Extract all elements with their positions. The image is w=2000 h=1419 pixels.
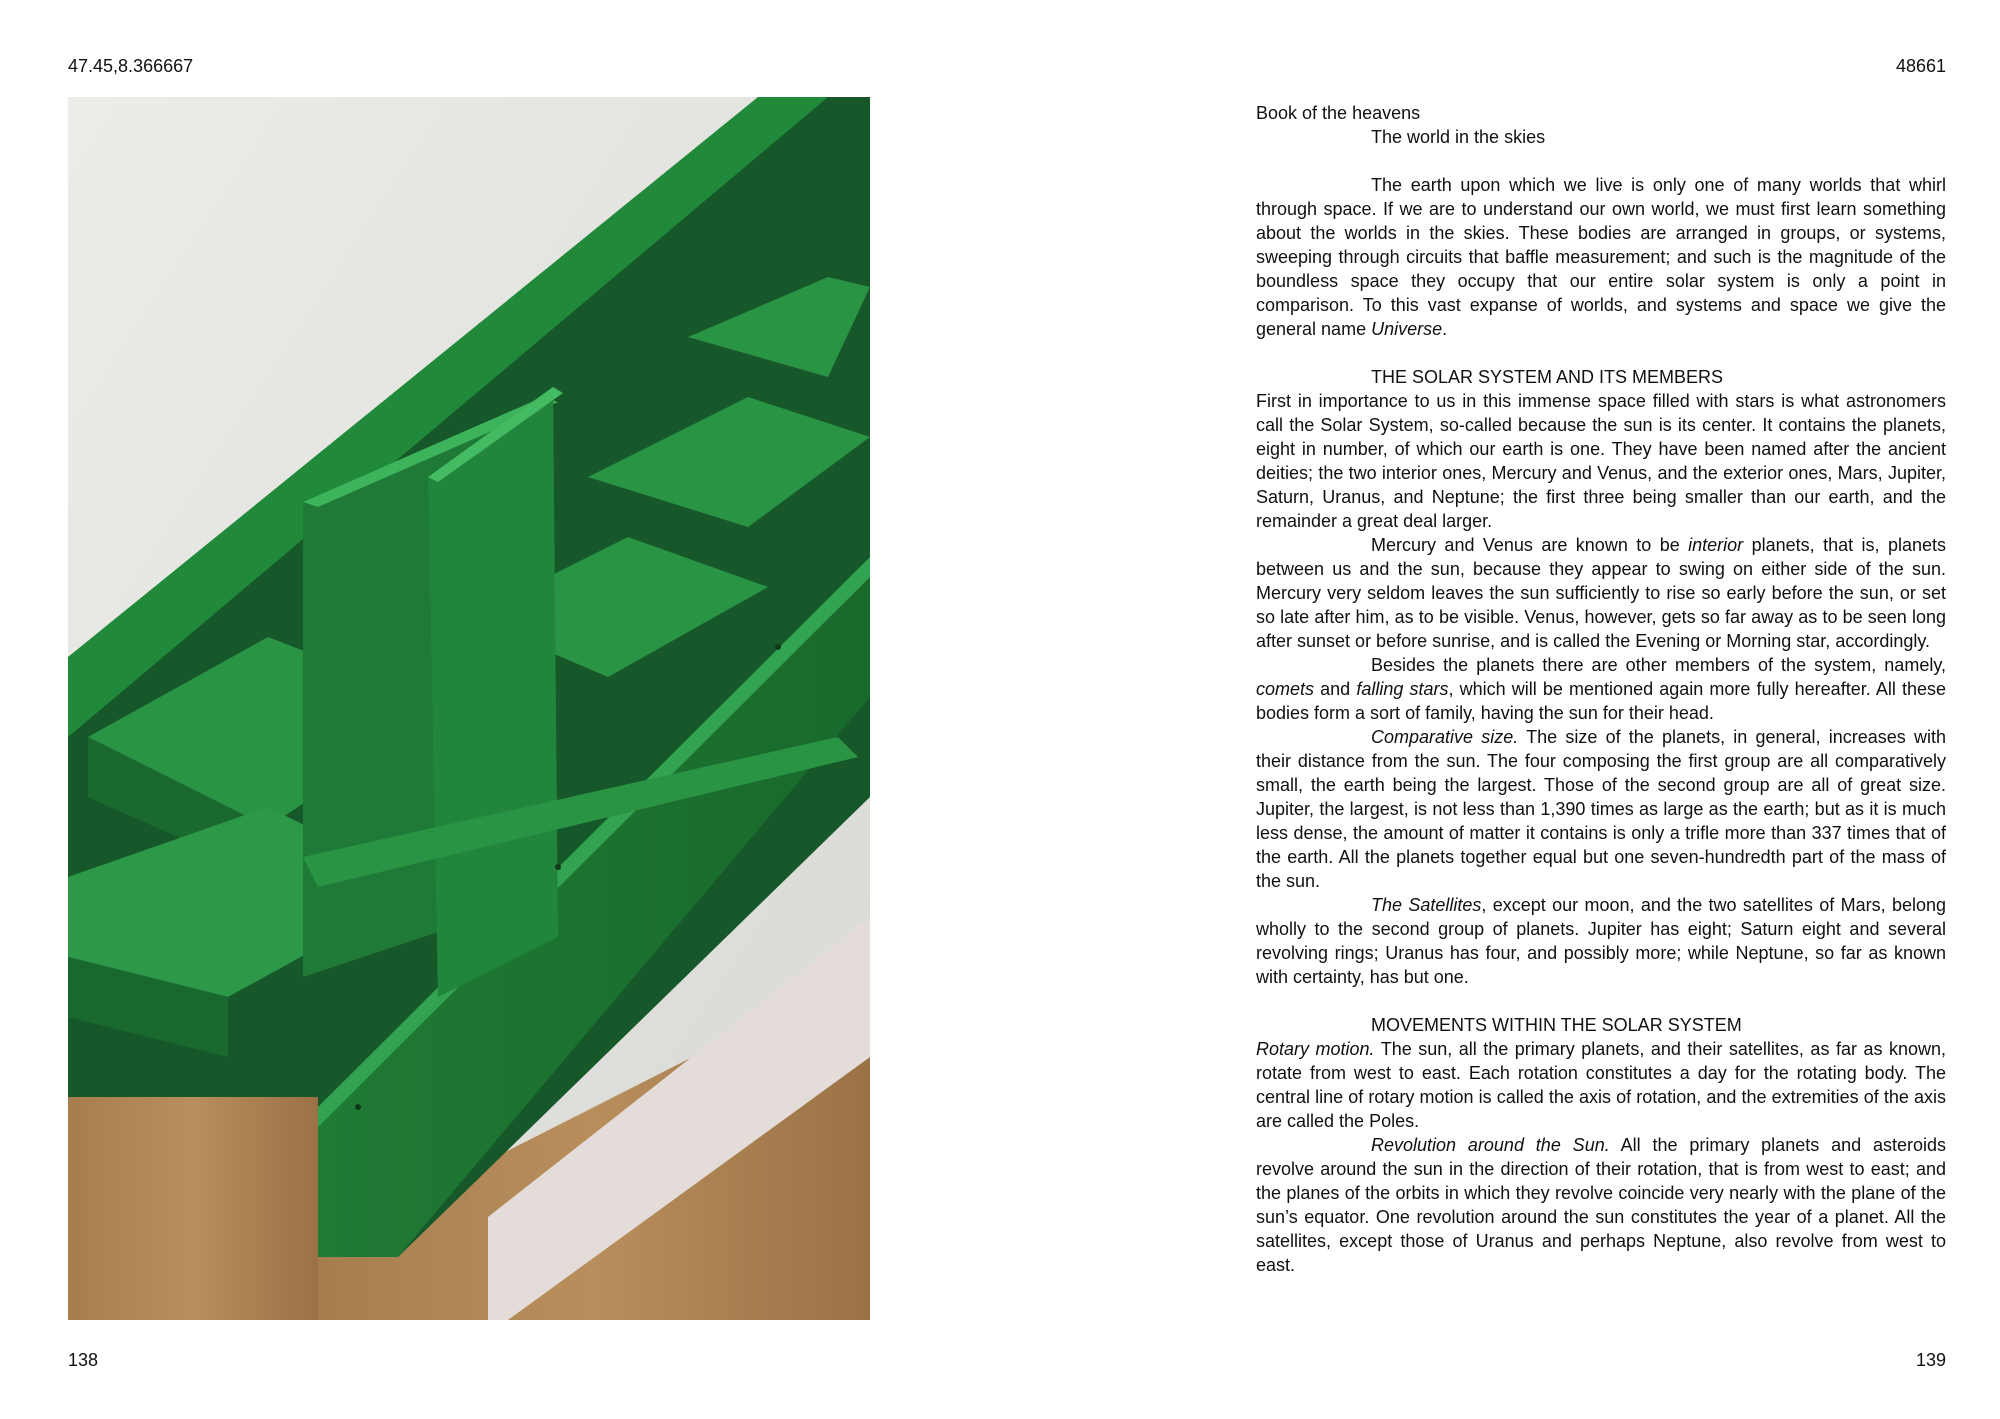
header-number: 48661 <box>1895 56 1946 76</box>
paragraph-satellites <box>1256 893 1946 989</box>
intro-text-a: The earth upon which we live is only one of many worlds that whirl through space. If we are to understand our own world, we must first learn something about the worlds in the skies. These bodies are arranged in groups, or systems, sweeping through circuits that baffle measurement; and such is the magnitude of the boundless space they occupy that our entire solar system is only a point in comparison. To this vast expanse of worlds, and systems and space we give the general name <box>1256 175 1946 339</box>
mercury-venus-interior: interior <box>1688 535 1744 555</box>
paragraph-revolution <box>1256 1133 1946 1277</box>
paragraph-comparative-size <box>1256 725 1946 893</box>
mercury-venus-text-b: planets, that is, planets between us and the sun, because they appear to swing on either side of the sun. Mercury very seldom leaves the sun sufficiently to rise so early before the sun, or set so late after him, as to be visible. Venus, however, gets so far away as to be seen long after sunset or before sunrise, and is called the Evening or Morning star, accordingly. <box>1256 535 1947 651</box>
comets-em: comets <box>1256 679 1315 699</box>
satellites-text: , except our moon, and the two satellites of Mars, belong wholly to the second group of planets. Jupiter has eight; Saturn eight and several revolving rings; Uranus has four, and possibly more; while Neptune, so far as known with certainty, has but one. <box>1256 895 1946 987</box>
comparative-size-em: Comparative size. <box>1371 727 1519 747</box>
revolution-em: Revolution around the Sun. <box>1371 1135 1610 1155</box>
rotary-motion-em: Rotary motion. <box>1256 1039 1375 1059</box>
book-title: Book of the heavens <box>1256 103 1421 123</box>
page-text <box>1256 101 1946 1277</box>
page-number-right: 139 <box>1915 1350 1946 1370</box>
page-number-left: 138 <box>68 1350 99 1370</box>
intro-paragraph <box>1256 173 1946 341</box>
comparative-size-text: The size of the planets, in general, increases with their distance from the sun. The four composing the first group are all comparatively small, the earth being the largest. Those of the second group are all of great size. Jupiter, the largest, is not less than 1,390 times as large as the earth; but as it is much less dense, the amount of matter it contains is only a trifle more than 337 times that of the earth. All the planets together equal but one seven-hundredth part of the mass of the sun. <box>1256 727 1946 891</box>
intro-universe: Universe <box>1371 319 1443 339</box>
chapter-title: The world in the skies <box>1371 127 1546 147</box>
staircase-photo <box>68 97 870 1320</box>
paragraph-comets <box>1256 653 1946 725</box>
paragraph-solar-system: First in importance to us in this immense space filled with stars is what astronomers call the Solar System, so-called because the sun is its center. It contains the planets, eight in number, of which our earth is one. They have been named after the ancient deities; the two interior ones, Mercury and Venus, and the exterior ones, Mars, Jupiter, Saturn, Uranus, and Neptune; the first three being smaller than our earth, and the remainder a great deal larger. <box>1256 391 1946 531</box>
header-coordinates: 47.45,8.366667 <box>68 56 194 76</box>
rotary-motion-text: The sun, all the primary planets, and their satellites, as far as known, rotate from west to east. Each rotation constitutes a day for the rotating body. The central line of rotary motion is called the axis of rotation, and the extremities of the axis are called the Poles. <box>1256 1039 1946 1131</box>
comets-text-a: Besides the planets there are other members of the system, namely, <box>1371 655 1946 675</box>
section-heading-solar-system: THE SOLAR SYSTEM AND ITS MEMBERS <box>1371 367 1724 387</box>
mercury-venus-text-a: Mercury and Venus are known to be <box>1371 535 1689 555</box>
revolution-text: All the primary planets and asteroids revolve around the sun in the direction of their rotation, that is from west to east; and the planes of the orbits in which they revolve coincide very nearly with the plane of the sun’s equator. One revolution around the sun constitutes the year of a planet. All the satellites, except those of Uranus and perhaps Neptune, also revolve from west to east. <box>1256 1135 1946 1275</box>
staircase-illustration <box>68 97 870 1320</box>
intro-text-b: . <box>1442 319 1448 339</box>
comets-text-c: , which will be mentioned again more fully hereafter. All these bodies form a sort of family, having the sun for their head. <box>1256 679 1947 723</box>
satellites-em: The Satellites <box>1371 895 1482 915</box>
falling-stars-em: falling stars <box>1356 679 1449 699</box>
paragraph-rotary-motion <box>1256 1037 1946 1133</box>
paragraph-mercury-venus <box>1256 533 1946 653</box>
comets-text-b: and <box>1314 679 1357 699</box>
section-heading-movements: MOVEMENTS WITHIN THE SOLAR SYSTEM <box>1371 1015 1742 1035</box>
